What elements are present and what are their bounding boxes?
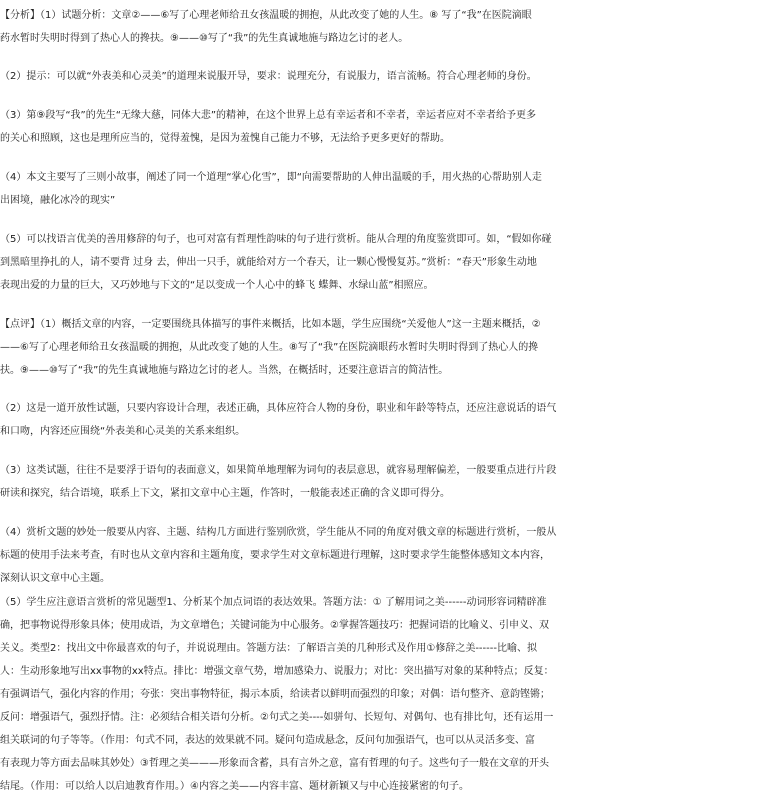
comment-line: 关义。类型2：找出文中你最喜欢的句子，并说说理由。答题方法：了解语言美的几种形式及作用①修辞之美------比喻、拟 — [0, 643, 537, 654]
analysis-line: 出困境，融化冰冷的现实” — [0, 195, 116, 206]
comment-line: 有强调语气，强化内容的作用；夸张：突出事物特征，揭示本质，给读者以鲜明而强烈的印象；对偶：语句整齐、意韵铿锵； — [0, 689, 550, 700]
comment-line: 和口吻，内容还应围绕“外表美和心灵美的关系来组织。 — [0, 426, 246, 437]
comment-line: 扶。⑨——⑩写了“我”的先生真诚地施与路边乞讨的老人。当然，在概括时，还要注意语言的简洁性。 — [0, 365, 449, 376]
comment-line: 研读和探究，结合语境，联系上下文，紧扣文章中心主题，作答时，一般能表述正确的含义即可得分。 — [0, 488, 450, 499]
comment-line: 结尾。（作用：可以给人以启迪教育作用。）④内容之美——内容丰富、题材新颖又与中心连接紧密的句子。 — [0, 781, 469, 792]
comment-line: ——⑥写了心理老师给丑女孩温暖的拥抱，从此改变了她的人生。⑧写了“我”在医院滴眼药水暂时失明时得到了热心人的搀 — [0, 342, 539, 353]
analysis-line: （2）提示：可以就“外表美和心灵美”的道理来说服开导，要求：说理充分，有说服力，语言流畅。符合心理老师的身份。 — [0, 71, 537, 82]
comment-line: （3）这类试题，往往不是要浮于语句的表面意义，如果简单地理解为词句的表层意思，就容易理解偏差，一般要重点进行片段 — [0, 465, 557, 476]
comment-line: 反问：增强语气，强烈抒情。注：必须结合相关语句分析。②句式之美----如骈句、长短句、对偶句、也有排比句，还有运用一 — [0, 712, 554, 723]
comment-line: 确，把事物说得形象具体；使用成语，为文章增色；关键词能为中心服务。②掌握答题技巧：把握词语的比喻义、引申义、双 — [0, 620, 549, 631]
comment-line: 标题的使用手法来考查，有时也从文章内容和主题角度，要求学生对文章标题进行理解，这时要求学生能整体感知文本内容， — [0, 550, 550, 561]
analysis-line: 的关心和照顾，这也是理所应当的，觉得羞愧，是因为羞愧自己能力不够，无法给予更多更好的帮助。 — [0, 133, 450, 144]
analysis-line: （3）第⑨段写“我”的先生“无缘大慈，同体大悲”的精神，在这个世界上总有幸运者和不幸者，幸运者应对不幸者给予更多 — [0, 110, 537, 121]
analysis-line: 到黑暗里挣扎的人，请不要背 过身 去，伸出一只手，就能给对方一个春天，让一颗心慢慢复苏。”赏析：“春天”形象生动地 — [0, 257, 537, 268]
comment-line: 深刻认识文章中心主题。 — [0, 573, 110, 584]
analysis-line: 【分析】（1）试题分析：文章②——⑥写了心理老师给丑女孩温暖的拥抱，从此改变了她的人生。⑧ 写了“我”在医院滴眼 — [0, 10, 532, 21]
comment-line: （5）学生应注意语言赏析的常见题型1、分析某个加点词语的表达效果。答题方法：① 了解用词之美------动词形容词精辟准 — [0, 597, 547, 608]
comment-line: 组关联词的句子等等。（作用：句式不同，表达的效果就不同。疑问句造成悬念，反问句加强语气，也可以从灵活多变、富 — [0, 735, 535, 746]
analysis-line: （4）本文主要写了三则小故事，阐述了同一个道理“掌心化雪”，即“向需要帮助的人伸出温暖的手，用火热的心帮助别人走 — [0, 172, 542, 183]
analysis-line: 表现出爱的力量的巨大，又巧妙地与下文的“足以变成一个人心中的蜂飞 蝶舞、水绿山蓝”相照应。 — [0, 280, 434, 291]
comment-line: （4）赏析文题的妙处一般要从内容、主题、结构几方面进行鉴别欣赏，学生能从不同的角度对俄文章的标题进行赏析，一般从 — [0, 527, 557, 538]
analysis-line: 药水暂时失明时得到了热心人的搀扶。⑨——⑩写了“我”的先生真诚地施与路边乞讨的老人。 — [0, 33, 409, 44]
comment-line: （2）这是一道开放性试题，只要内容设计合理，表述正确，具体应符合人物的身份，职业和年龄等特点，还应注意说话的语气 — [0, 403, 557, 414]
comment-line: 【点评】（1）概括文章的内容，一定要围绕具体描写的事件来概括，比如本题，学生应围绕“关爱他人”这一主题来概括，② — [0, 319, 541, 330]
comment-line: 有表现力等方面去品味其妙处）③哲理之美———形象而含蓄，具有言外之意，富有哲理的句子。这些句子一般在文章的开头 — [0, 758, 549, 769]
analysis-line: （5）可以找语言优美的善用修辞的句子，也可对富有哲理性韵味的句子进行赏析。能从合理的角度鉴赏即可。如，“假如你碰 — [0, 234, 552, 245]
comment-line: 人：生动形象地写出xx事物的xx特点。排比：增强文章气势，增加感染力、说服力；对比：突出描写对象的某种特点；反复： — [0, 666, 554, 677]
